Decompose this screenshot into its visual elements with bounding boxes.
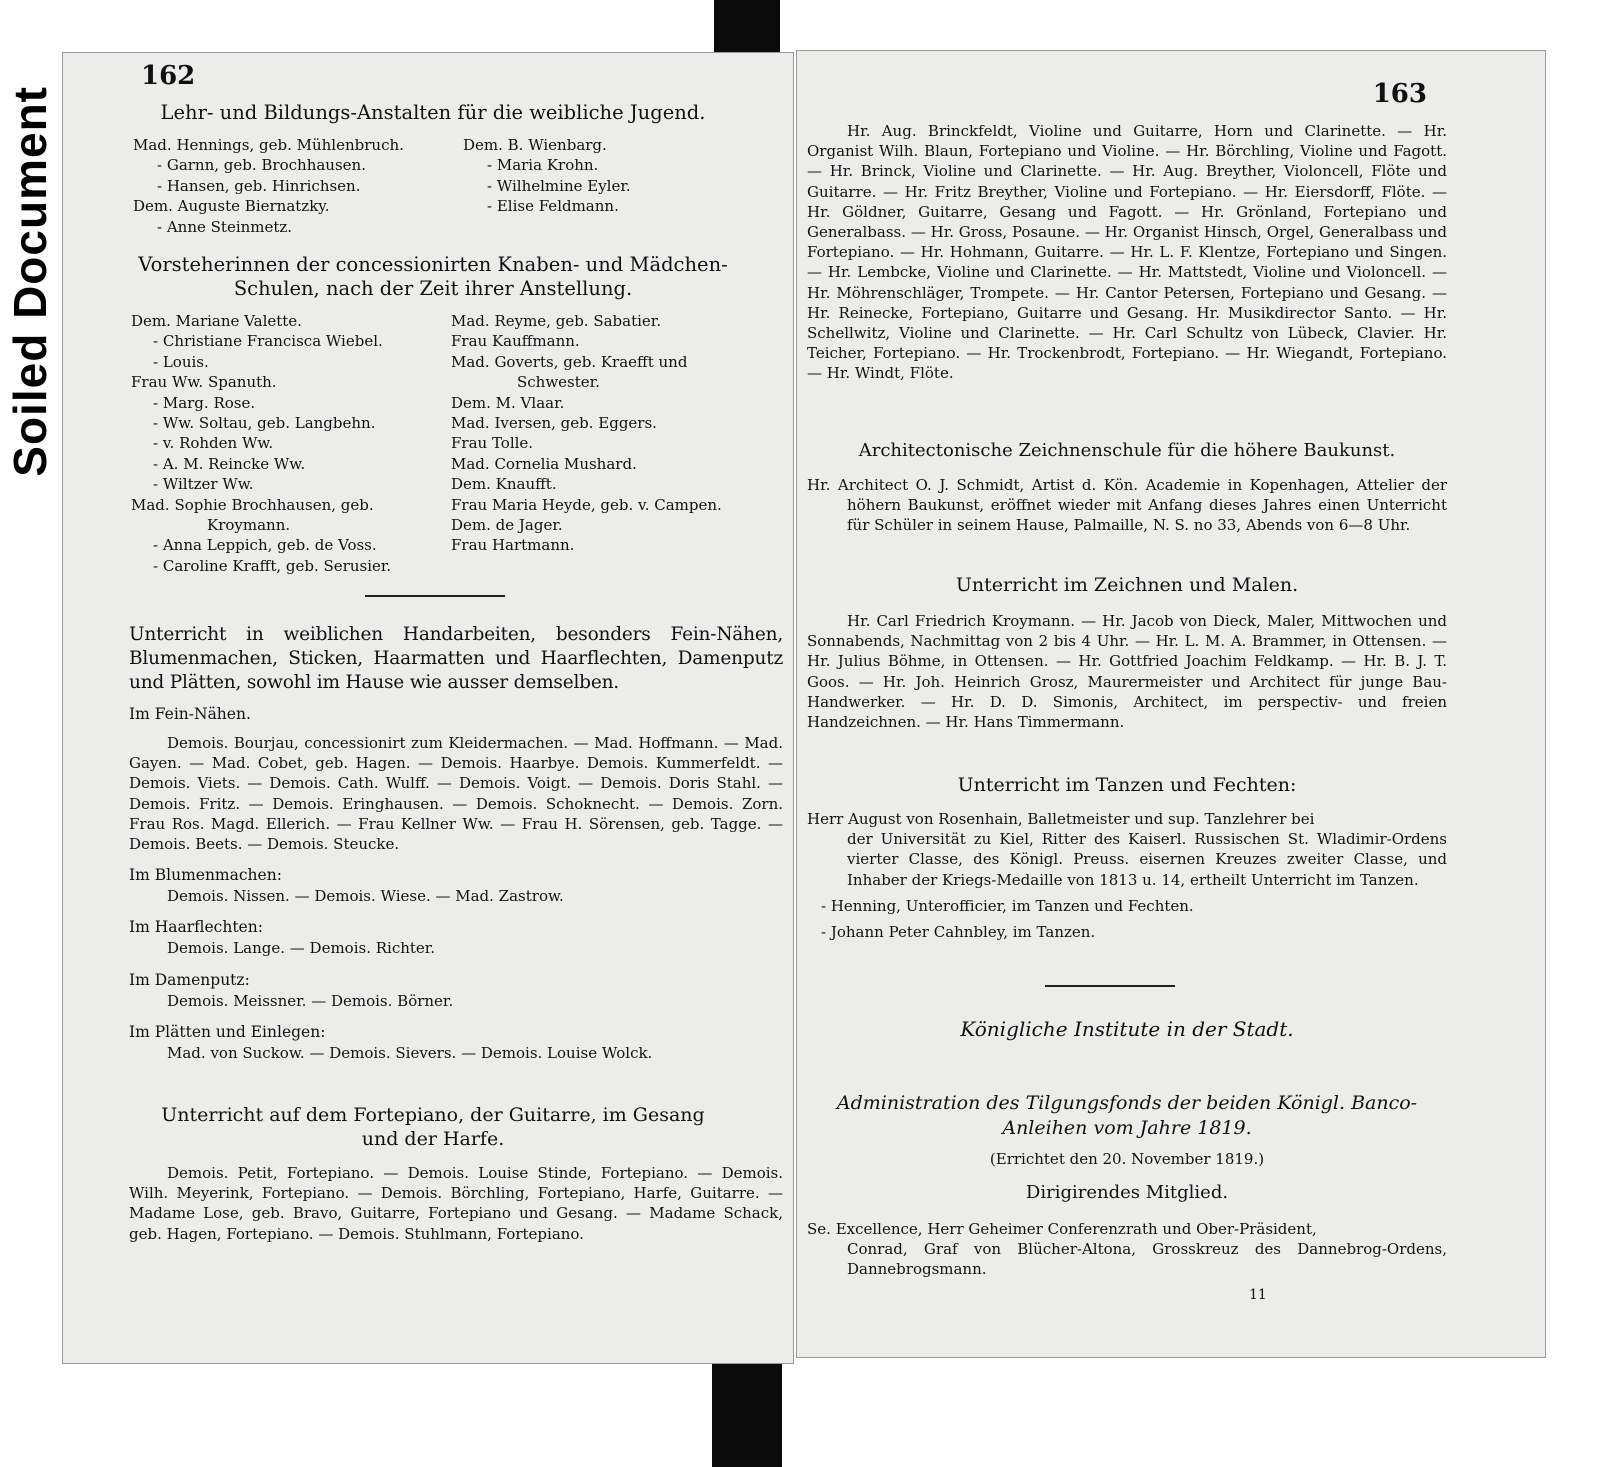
paragraph: Demois. Petit, Fortepiano. — Demois. Louise Stinde, Fortepiano. — Demois. Wilh. Meyerink, Fortepiano. — Demois. Börchling, Fortepiano, Harfe, Guitarre. — Madame Lose, geb. Bravo, Guitarre, Fortepiano und Gesang. — Madame Schack, geb. Hagen, Fortepiano. — Demois. Stuhlmann, Fortepiano. [129,1164,783,1243]
paragraph: - Henning, Unterofficier, im Tanzen und Fechten. [821,896,1194,915]
section-heading: Administration des Tilgungsfonds der beiden Königl. Banco- [836,1092,1418,1114]
page-number: 162 [141,61,196,91]
list-item: - Caroline Krafft, geb. Serusier. [153,556,392,575]
paragraph: - Johann Peter Cahnbley, im Tanzen. [821,923,1096,942]
list-item: Schwester. [517,373,600,392]
list-item: - Hansen, geb. Hinrichsen. [157,176,361,195]
list-item: Dem. de Jager. [451,516,563,535]
section-heading: Königliche Institute in der Stadt. [960,1017,1294,1041]
list-item: - Wilhelmine Eyler. [487,176,631,195]
section-heading: Unterricht im Tanzen und Fechten: [957,774,1297,796]
list-item: - v. Rohden Ww. [153,434,274,453]
section-heading: Lehr- und Bildungs-Anstalten für die weibliche Jugend. [160,101,706,124]
paragraph: Demois. Meissner. — Demois. Börner. [167,991,454,1010]
list-item: - Anna Leppich, geb. de Voss. [153,536,377,555]
page-number: 163 [1372,79,1427,109]
paragraph: Herr August von Rosenhain, Balletmeister und sup. Tanzlehrer bei [807,810,1315,828]
section-heading: Unterricht auf dem Fortepiano, der Guitarre, im Gesang [161,1104,705,1126]
list-item: - Marg. Rose. [153,393,256,412]
section-heading: Vorsteherinnen der concessionirten Knaben- und Mädchen- [138,253,728,276]
list-item: - A. M. Reincke Ww. [153,454,306,473]
paragraph: Hr. Aug. Brinckfeldt, Violine und Guitarre, Horn und Clarinette. — Hr. Organist Wilh. Blaun, Fortepiano und Violine. — Hr. Börchling, Violine und Fagott. — Hr. Brinck, Violine und Clarinette. — Hr. Aug. Breyther, Violoncell, Flöte und Guitarre. — Hr. Fritz Breyther, Violine und Fortepiano. — Hr. Eiersdorff, Flöte. — Hr. Göldner, Guitarre, Gesang und Fagott. — Hr. Grönland, Fortepiano und Generalbass. — Hr. Gross, Posaune. — Hr. Organist Hinsch, Orgel, Generalbass und Fortepiano. — Hr. Hohmann, Guitarre. — Hr. L. F. Klentze, Fortepiano und Singen. — Hr. Lembcke, Violine und Clarinette. — Hr. Mattstedt, Violine und Violoncell. — Hr. Möhrenschläger, Trompete. — Hr. Cantor Petersen, Fortepiano und Gesang. — Hr. Reinecke, Fortepiano, Guitarre und Gesang. Hr. Musikdirector Santo. — Hr. Schellwitz, Violine und Clarinette. — Hr. Carl Schultz von Lübeck, Clavier. Hr. Teicher, Fortepiano. — Hr. Trockenbrodt, Fortepiano. — Hr. Wiegandt, Fortepiano. — Hr. Windt, Flöte. [807,122,1447,383]
subsection-heading: Im Plätten und Einlegen: [129,1022,326,1041]
list-item: - Ww. Soltau, geb. Langbehn. [153,414,376,433]
date-note: (Errichtet den 20. November 1819.) [989,1150,1265,1168]
list-item: Mad. Sophie Brochhausen, geb. [131,495,374,514]
list-right-column [463,135,773,237]
list-item: - Wiltzer Ww. [153,475,254,494]
list-item: - Elise Feldmann. [487,197,619,216]
section-heading: Anleihen vom Jahre 1819. [1002,1117,1252,1139]
right-page [796,50,1546,1358]
paragraph: Mad. von Suckow. — Demois. Sievers. — Demois. Louise Wolck. [167,1043,653,1062]
paragraph: der Universität zu Kiel, Ritter des Kaiserl. Russischen St. Wladimir-Ordens vierter Classe, des Königl. Preuss. eisernen Kreuzes zweiter Classe, und Inhaber der Kriegs-Medaille von 1813 u. 14, ertheilt Unterricht im Tanzen. [847,830,1447,889]
subsection-heading: Dirigirendes Mitglied. [1025,1182,1229,1203]
list-item: Mad. Reyme, geb. Sabatier. [451,312,662,330]
list-item: Frau Tolle. [451,434,534,453]
side-stamp [0,0,56,1467]
paragraph: Demois. Nissen. — Demois. Wiese. — Mad. Zastrow. [167,887,564,906]
subsection-heading: Im Haarflechten: [129,918,263,937]
list-left-column [133,135,463,237]
signature-mark: 11 [1249,1287,1267,1303]
paragraph: Se. Excellence, Herr Geheimer Conferenzrath und Ober-Präsident, [807,1220,1317,1238]
list-item: Frau Ww. Spanuth. [131,373,277,392]
section-heading: und der Harfe. [361,1128,505,1150]
list-right-column [451,311,781,576]
list-item: - Christiane Francisca Wiebel. [153,332,383,351]
list-item: Kroymann. [207,516,291,535]
list-item: Frau Kauffmann. [451,332,580,351]
list-left-column [131,311,451,576]
list-item: Dem. B. Wienbarg. [463,136,607,154]
list-item: - Garnn, geb. Brochhausen. [157,156,366,175]
divider [365,595,505,597]
subsection-heading: Im Fein-Nähen. [129,705,251,723]
paragraph: Demois. Lange. — Demois. Richter. [167,939,436,958]
binding-shadow-bottom [712,1350,782,1467]
list-item: Dem. Auguste Biernatzky. [133,197,330,216]
subsection-heading: Im Blumenmachen: [129,866,282,885]
section-heading: Schulen, nach der Zeit ihrer Anstellung. [233,277,633,300]
section-heading: Architectonische Zeichnenschule für die höhere Baukunst. [858,440,1396,461]
list-item: Mad. Iversen, geb. Eggers. [451,414,657,433]
list-item: Frau Hartmann. [451,536,575,555]
list-item: - Anne Steinmetz. [157,217,293,236]
left-page [62,52,794,1364]
divider [1045,985,1175,987]
paragraph: Hr. Carl Friedrich Kroymann. — Hr. Jacob von Dieck, Maler, Mittwochen und Sonnabends, Nachmittag von 2 bis 4 Uhr. — Hr. L. M. A. Brammer, in Ottensen. — Hr. Julius Böhme, in Ottensen. — Hr. Gottfried Joachim Feldkamp. — Hr. B. J. T. Goos. — Hr. Joh. Heinrich Grosz, Maurermeister und Architect für junge Bau-Handwerker. — Hr. D. D. Simonis, Architect, im perspectiv- und freien Handzeichnen. — Hr. Hans Timmermann. [807,612,1447,732]
list-item: - Maria Krohn. [487,156,599,175]
list-item: Frau Maria Heyde, geb. v. Campen. [451,495,722,514]
list-item: Dem. Knaufft. [451,475,557,494]
paragraph: Conrad, Graf von Blücher-Altona, Grosskreuz des Dannebrog-Ordens, Dannebrogsmann. [847,1240,1447,1279]
list-item: Mad. Goverts, geb. Kraefft und [451,352,688,371]
section-heading: Unterricht im Zeichnen und Malen. [955,574,1299,596]
paragraph: Demois. Bourjau, concessionirt zum Kleidermachen. — Mad. Hoffmann. — Mad. Gayen. — Mad. Cobet, geb. Hagen. — Demois. Haarbye. Demois. Kummerfeldt. — Demois. Viets. — Demois. Cath. Wulff. — Demois. Voigt. — Demois. Doris Stahl. — Demois. Fritz. — Demois. Eringhausen. — Demois. Schoknecht. — Demois. Zorn. Frau Ros. Magd. Ellerich. — Frau Kellner Ww. — Frau H. Sörensen, geb. Tagge. — Demois. Beets. — Demois. Steucke. [129,734,783,854]
list-item: - Louis. [153,352,209,371]
list-item: Dem. Mariane Valette. [131,312,302,330]
list-item: Mad. Hennings, geb. Mühlenbruch. [133,136,404,154]
section-heading: Unterricht in weiblichen Handarbeiten, besonders Fein-Nähen, Blumenmachen, Sticken, Haarmatten und Haarflechten, Damenputz und Plätten, sowohl im Hause wie ausser demselben. [129,624,783,693]
side-stamp-text: Soiled Document [4,86,56,477]
paragraph: Hr. Architect O. J. Schmidt, Artist d. Kön. Academie in Kopenhagen, Attelier der höhern Baukunst, eröffnet wieder mit Anfang dieses Jahres einen Unterricht für Schüler in seinem Hause, Palmaille, N. S. no 33, Abends von 6—8 Uhr. [807,476,1447,535]
list-item: Dem. M. Vlaar. [451,393,565,412]
subsection-heading: Im Damenputz: [129,970,250,989]
list-item: Mad. Cornelia Mushard. [451,454,637,473]
